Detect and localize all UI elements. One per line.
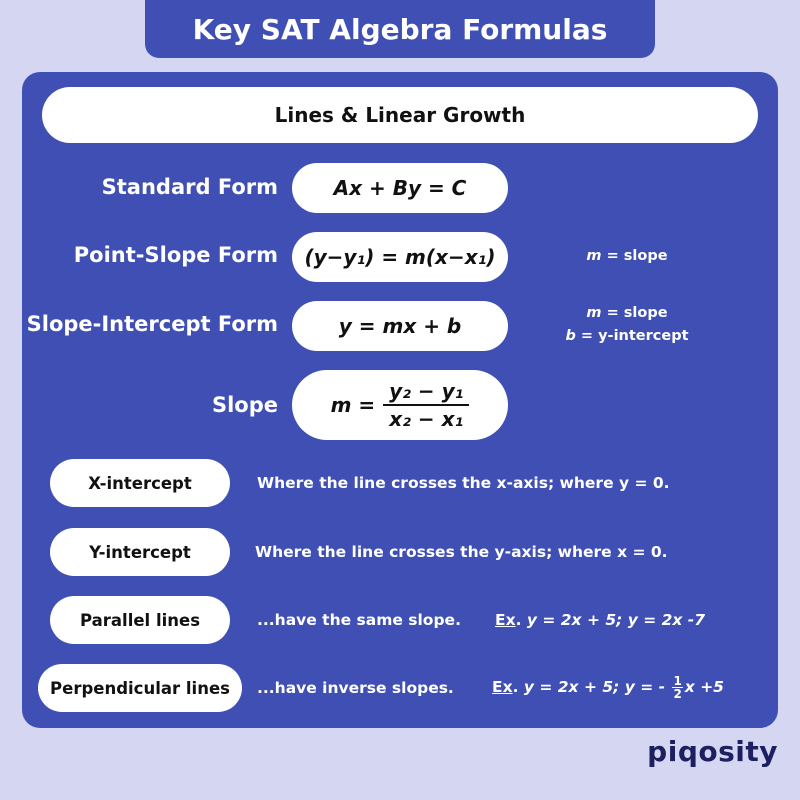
- section-header: Lines & Linear Growth: [42, 87, 758, 143]
- point-slope-form-formula: (y−y₁) = m(x−x₁): [292, 232, 508, 282]
- x-intercept-label: X-intercept: [50, 459, 230, 507]
- parallel-lines-label: Parallel lines: [50, 596, 230, 644]
- standard-form-formula: Ax + By = C: [292, 163, 508, 213]
- parallel-lines-desc: ...have the same slope.: [257, 611, 461, 629]
- page-title: Key SAT Algebra Formulas: [145, 0, 655, 58]
- perpendicular-lines-example: Ex. y = 2x + 5; y = - $\frac{1}{2}$ x +5: [492, 674, 724, 701]
- perpendicular-lines-label: Perpendicular lines: [38, 664, 242, 712]
- x-intercept-desc: Where the line crosses the x-axis; where y = 0.: [257, 474, 670, 492]
- parallel-lines-example: Ex. y = 2x + 5; y = 2x -7: [495, 611, 705, 629]
- slope-label: Slope: [211, 393, 278, 417]
- slope-denominator: x₂ − x₁: [389, 407, 464, 431]
- point-slope-form-label: Point-Slope Form: [73, 243, 278, 267]
- slope-formula: m = $\frac{\text{y₂ − y₁}}{\text{x₂ − x₁}}$: [292, 370, 508, 440]
- slope-intercept-note: m = slope b = y-intercept: [565, 305, 689, 344]
- inverse-fraction: $\frac{1}{2}$: [673, 674, 682, 701]
- formula-panel: [22, 72, 778, 728]
- y-intercept-desc: Where the line crosses the y-axis; where x = 0.: [255, 543, 668, 561]
- slope-intercept-form-label: Slope-Intercept Form: [26, 312, 278, 336]
- perpendicular-lines-desc: ...have inverse slopes.: [257, 679, 454, 697]
- point-slope-note: m = slope: [586, 248, 668, 264]
- standard-form-label: Standard Form: [101, 175, 278, 199]
- slope-intercept-form-formula: y = mx + b: [292, 301, 508, 351]
- piqosity-logo: piqosity: [647, 735, 778, 768]
- y-intercept-label: Y-intercept: [50, 528, 230, 576]
- slope-numerator: y₂ − y₁: [383, 378, 469, 406]
